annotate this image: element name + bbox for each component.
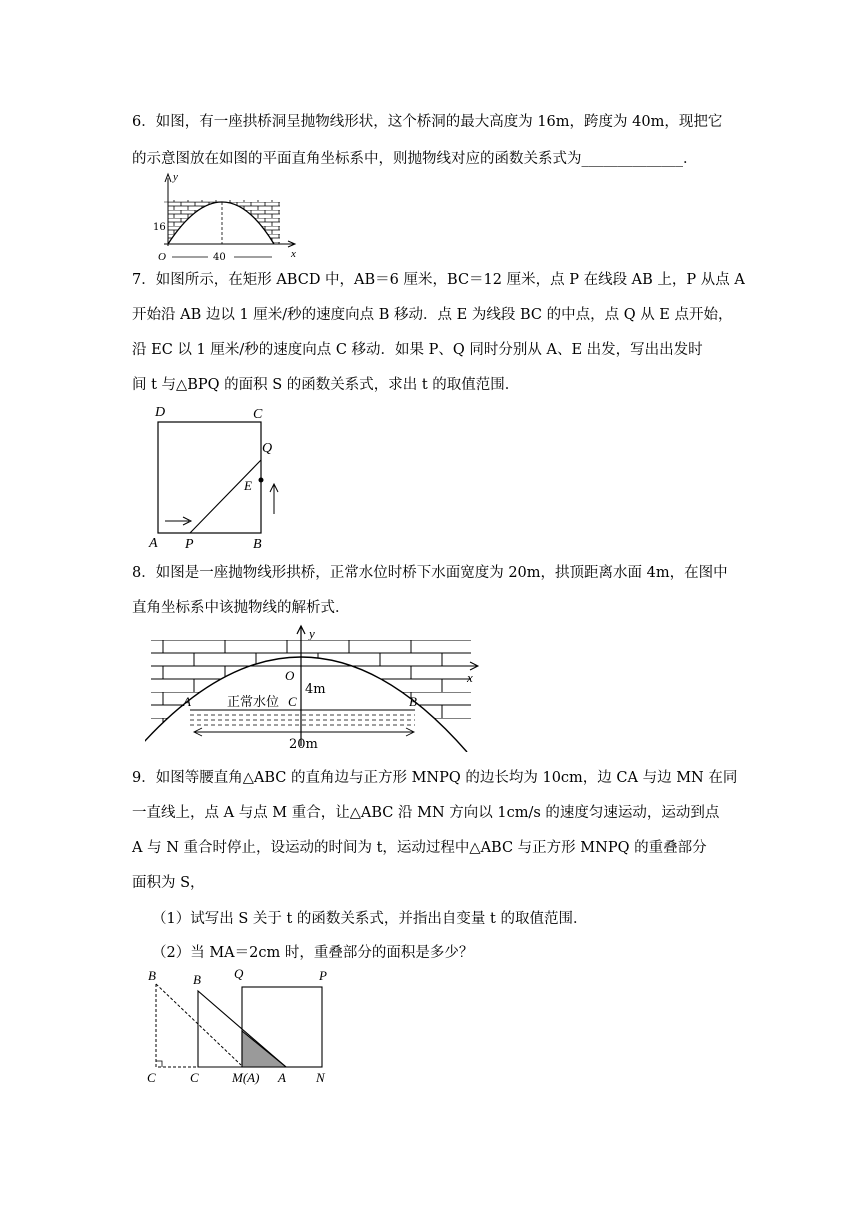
q7-label-b: B: [253, 537, 262, 550]
q8-water-label: 正常水位: [227, 695, 280, 710]
q9-label-b1: B: [148, 968, 156, 983]
q9-label-c2: C: [190, 1070, 199, 1085]
q8-line-1: 8．如图是一座抛物线形拱桥，正常水位时桥下水面宽度为 20m，拱顶距离水面 4m，在图中: [132, 565, 728, 581]
q6-line-2: 的示意图放在如图的平面直角坐标系中，则抛物线对应的函数关系式为______________．: [132, 151, 698, 167]
q7-label-c: C: [253, 407, 263, 422]
q9-label-ma: M(A): [232, 1070, 260, 1085]
q7-label-p: P: [185, 537, 194, 550]
q9-line-1: 9．如图等腰直角△ABC 的直角边与正方形 MNPQ 的边长均为 10cm，边 CA 与边 MN 在同: [132, 770, 738, 786]
q7-line-1: 7．如图所示，在矩形 ABCD 中，AB＝6 厘米，BC＝12 厘米，点 P 在线段 AB 上，P 从点 A: [132, 272, 745, 288]
q9-sub-question-2: （2）当 MA＝2cm 时，重叠部分的面积是多少？: [152, 945, 474, 961]
q8-width-label: 20m: [289, 737, 318, 752]
q7-line-3: 沿 EC 以 1 厘米/秒的速度向点 C 移动．如果 P、Q 同时分别从 A、E 出发，写出出发时: [132, 342, 703, 358]
q8-line-2: 直角坐标系中该抛物线的解析式．: [132, 600, 350, 616]
q6-line-1: 6．如图，有一座拱桥洞呈抛物线形状，这个桥洞的最大高度为 16m，跨度为 40m，现把它: [132, 114, 723, 130]
q6-bridge-figure: [150, 170, 300, 265]
q8-arch-bridge-figure: [145, 622, 485, 752]
q9-label-c1: C: [147, 1070, 156, 1085]
q9-triangle-square-figure: [140, 962, 340, 1092]
q9-line-3: A 与 N 重合时停止，设运动的时间为 t，运动过程中△ABC 与正方形 MNPQ 的重叠部分: [132, 840, 707, 856]
q9-line-2: 一直线上，点 A 与点 M 重合，让△ABC 沿 MN 方向以 1cm/s 的速度匀速运动，运动到点: [132, 805, 720, 821]
q6-height-label: 16: [153, 222, 166, 233]
q8-label-b: B: [409, 694, 417, 709]
q8-height-label: 4m: [305, 682, 326, 697]
q9-sub-question-1: （1）试写出 S 关于 t 的函数关系式，并指出自变量 t 的取值范围．: [152, 911, 588, 927]
q9-label-q: Q: [234, 966, 244, 981]
q9-label-b2: B: [193, 972, 201, 987]
q7-line-4: 间 t 与△BPQ 的面积 S 的函数关系式，求出 t 的取值范围．: [132, 377, 520, 393]
q8-y-label: y: [309, 626, 315, 641]
q7-label-a: A: [149, 536, 158, 550]
q8-label-c: C: [288, 694, 297, 709]
q7-label-d: D: [155, 405, 166, 420]
q6-origin-label: O: [158, 251, 166, 263]
q9-label-n: N: [316, 1070, 325, 1085]
q7-label-e: E: [244, 478, 252, 493]
q6-x-label: x: [291, 248, 296, 260]
q9-line-4: 面积为 S，: [132, 875, 205, 891]
q6-width-label: 40: [213, 252, 226, 263]
q7-rectangle-figure: [145, 400, 285, 550]
q7-label-q: Q: [262, 441, 273, 456]
q8-label-a: A: [183, 694, 191, 709]
q7-line-2: 开始沿 AB 边以 1 厘米/秒的速度向点 B 移动．点 E 为线段 BC 的中点，点 Q 从 E 点开始，: [132, 307, 733, 323]
q8-origin-label: O: [285, 668, 295, 683]
q9-label-p: P: [319, 968, 327, 983]
q6-y-label: y: [173, 171, 178, 183]
q9-label-a: A: [278, 1070, 286, 1085]
q8-x-label: x: [467, 670, 473, 685]
